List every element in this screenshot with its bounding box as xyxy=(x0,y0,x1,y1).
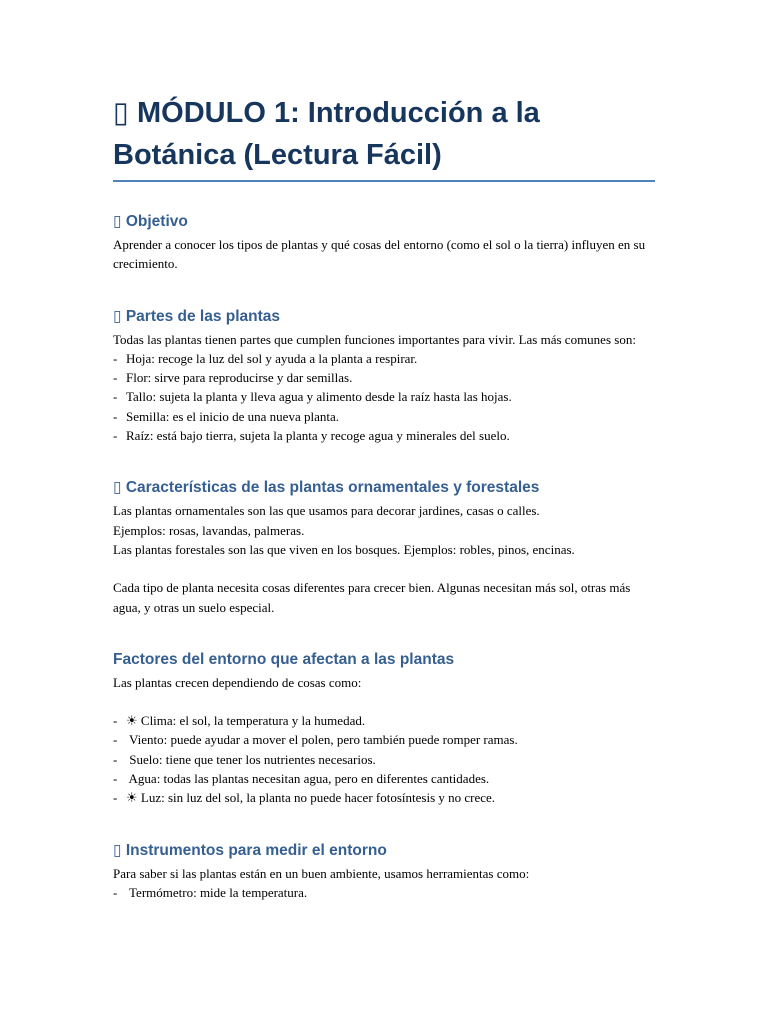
factores-intro: Las plantas crecen dependiendo de cosas como: xyxy=(113,674,362,690)
objetivo-paragraph: Aprender a conocer los tipos de plantas y qué cosas del entorno (como el sol o la tierra) influyen en su crecimiento. xyxy=(113,237,646,272)
section-factores xyxy=(113,650,655,808)
list-item: - Hoja: recoge la luz del sol y ayuda a la planta a respirar. xyxy=(113,349,655,368)
partes-intro: Todas las plantas tienen partes que cumplen funciones importantes para vivir. Las más comunes son: xyxy=(113,331,636,347)
section-instrumentos xyxy=(113,841,655,903)
factores-list xyxy=(113,711,655,807)
page-title: ▯ MÓDULO 1: Introducción a la Botánica (Lectura Fácil) xyxy=(113,92,655,182)
list-item: - ☀ Clima: el sol, la temperatura y la humedad. xyxy=(113,711,655,730)
ornamentales-line: Las plantas ornamentales son las que usamos para decorar jardines, casas o calles. xyxy=(113,503,540,519)
bullet-dash: - xyxy=(113,751,118,767)
list-item: - ☀ Luz: sin luz del sol, la planta no puede hacer fotosíntesis y no crece. xyxy=(113,788,655,807)
list-item: - Agua: todas las plantas necesitan agua, pero en diferentes cantidades. xyxy=(113,769,655,788)
list-item: - Semilla: es el inicio de una nueva planta. xyxy=(113,407,655,426)
instrumentos-intro: Para saber si las plantas están en un buen ambiente, usamos herramientas como: xyxy=(113,865,530,881)
heading-objetivo: ▯ Objetivo xyxy=(113,213,188,230)
bullet-dash: - xyxy=(113,389,118,405)
bullet-dash: - xyxy=(113,771,118,787)
paragraph-gap xyxy=(113,692,655,711)
paragraph-gap xyxy=(113,559,655,578)
bullet-dash: - xyxy=(113,370,118,386)
bullet-dash: - xyxy=(113,884,118,900)
bullet-dash: - xyxy=(113,732,118,748)
bullet-dash: - xyxy=(113,408,118,424)
bullet-dash: - xyxy=(113,790,118,806)
necesidades-paragraph: Cada tipo de planta necesita cosas diferentes para crecer bien. Algunas necesitan más sol, otras más agua, y otras un suelo especial. xyxy=(113,580,631,615)
list-item: - Suelo: tiene que tener los nutrientes necesarios. xyxy=(113,750,655,769)
bullet-dash: - xyxy=(113,713,118,729)
heading-instrumentos: ▯ Instrumentos para medir el entorno xyxy=(113,841,387,859)
list-item: - Raíz: está bajo tierra, sujeta la planta y recoge agua y minerales del suelo. xyxy=(113,426,655,445)
heading-partes: ▯ Partes de las plantas xyxy=(113,307,281,325)
instrumentos-list xyxy=(113,883,655,902)
section-partes xyxy=(113,307,655,446)
list-item: - Tallo: sujeta la planta y lleva agua y alimento desde la raíz hasta las hojas. xyxy=(113,387,655,406)
bullet-dash: - xyxy=(113,350,118,366)
list-item: - Viento: puede ayudar a mover el polen, pero también puede romper ramas. xyxy=(113,730,655,749)
forestales-line: Las plantas forestales son las que viven en los bosques. Ejemplos: robles, pinos, encinas. xyxy=(113,541,575,557)
bullet-dash: - xyxy=(113,428,118,444)
partes-list xyxy=(113,349,655,445)
ornamentales-examples: Ejemplos: rosas, lavandas, palmeras. xyxy=(113,522,305,538)
heading-caracteristicas: ▯ Características de las plantas ornamentales y forestales xyxy=(113,479,540,497)
section-objetivo xyxy=(113,212,655,274)
list-item: - Flor: sirve para reproducirse y dar semillas. xyxy=(113,368,655,387)
list-item: - Termómetro: mide la temperatura. xyxy=(113,883,655,902)
section-caracteristicas xyxy=(113,478,655,616)
heading-factores: Factores del entorno que afectan a las plantas xyxy=(113,650,455,668)
